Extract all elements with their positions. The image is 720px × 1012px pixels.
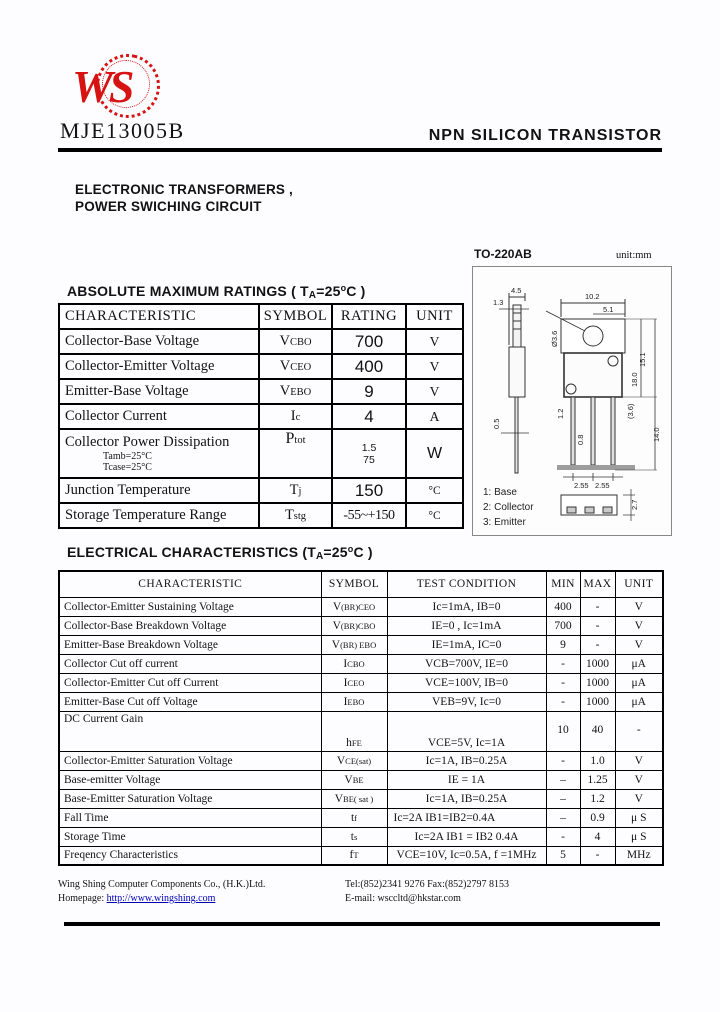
electrical-table — [58, 570, 664, 866]
pin-label-collector: 2: Collector — [483, 502, 534, 513]
cell-characteristic: Junction Temperature — [59, 478, 259, 503]
cell-min: 9 — [546, 635, 580, 654]
cell-unit: V — [615, 597, 663, 616]
cell-test-condition: VEB=9V, Ic=0 — [387, 692, 546, 711]
cell-test-condition: Ic=2A IB1=IB2=0.4A — [387, 808, 546, 827]
part-number: MJE13005B — [60, 118, 185, 143]
cell-characteristic: Storage Temperature Range — [59, 503, 259, 528]
cell-characteristic: Emitter-Base Breakdown Voltage — [59, 635, 321, 654]
cell-unit: V — [406, 329, 463, 354]
cell-symbol: VBE( sat ) — [321, 789, 387, 808]
cell-test-condition: VCB=700V, IE=0 — [387, 654, 546, 673]
cell-max: 40 — [580, 711, 615, 751]
dim-label: 1.2 — [556, 408, 565, 419]
cell-min: - — [546, 751, 580, 770]
cell-symbol: Tj — [259, 478, 332, 503]
column-header-characteristic: CHARACTERISTIC — [59, 571, 321, 597]
abs-max-title: ABSOLUTE MAXIMUM RATINGS ( $TA=25^oC$ ) — [67, 283, 366, 301]
cell-symbol: ts — [321, 827, 387, 846]
cell-min: 10 — [546, 711, 580, 751]
table-row — [59, 329, 463, 354]
pin-label-emitter: 3: Emitter — [483, 517, 526, 528]
column-header-unit: UNIT — [615, 571, 663, 597]
cell-characteristic: DC Current Gain — [59, 711, 321, 751]
cell-characteristic: Emitter-Base Voltage — [59, 379, 259, 404]
table-row — [59, 770, 663, 789]
cell-test-condition: IE=1mA, IC=0 — [387, 635, 546, 654]
table-row — [59, 616, 663, 635]
pin-assignment — [483, 487, 534, 528]
cell-rating: -55~+150 — [332, 503, 406, 528]
cell-unit: MHz — [615, 846, 663, 865]
footer-contact-block — [345, 878, 509, 906]
cell-rating: 700 — [332, 329, 406, 354]
cell-rating: 400 — [332, 354, 406, 379]
cell-characteristic: Collector-Base Breakdown Voltage — [59, 616, 321, 635]
cell-symbol: VCE(sat) — [321, 751, 387, 770]
cell-max: - — [580, 635, 615, 654]
email-label: E-mail: — [345, 893, 375, 904]
power-condition-case: Tcase=25°C — [103, 462, 152, 473]
cell-max: 1.25 — [580, 770, 615, 789]
dim-label: 0.5 — [492, 418, 501, 429]
cell-symbol: V(BR) EBO — [321, 635, 387, 654]
column-header-symbol: SYMBOL — [259, 304, 332, 329]
cell-test-condition: Ic=1mA, IB=0 — [387, 597, 546, 616]
cell-unit: V — [406, 379, 463, 404]
cell-characteristic: Collector Power Dissipation Tamb=25°C Tcase=25°C — [59, 429, 259, 478]
header-rule — [58, 148, 662, 152]
pin-label-base: 1: Base — [483, 487, 517, 498]
application-line-2: POWER SWICHING CIRCUIT — [75, 199, 262, 214]
cell-symbol: hFE — [321, 711, 387, 751]
package-name-label: TO-220AB — [474, 247, 532, 261]
cell-test-condition: VCE=10V, Ic=0.5A, f =1MHz — [387, 846, 546, 865]
to220-drawing — [473, 267, 669, 533]
cell-unit: μ S — [615, 827, 663, 846]
cell-characteristic: Collector-Base Voltage — [59, 329, 259, 354]
device-type-title: NPN SILICON TRANSISTOR — [428, 127, 662, 144]
cell-characteristic: Collector-Emitter Voltage — [59, 354, 259, 379]
table-row — [59, 379, 463, 404]
cell-rating: 150 — [332, 478, 406, 503]
cell-min: 5 — [546, 846, 580, 865]
abs-max-table — [58, 303, 464, 529]
cell-characteristic: Base-emitter Voltage — [59, 770, 321, 789]
package-bottom-view — [561, 489, 635, 521]
cell-max: 1000 — [580, 692, 615, 711]
cell-symbol: ICBO — [321, 654, 387, 673]
cell-symbol: V(BR)CBO — [321, 616, 387, 635]
table-row — [59, 673, 663, 692]
column-header-test-condition: TEST CONDITION — [387, 571, 546, 597]
dim-label: 2.55 — [595, 481, 610, 490]
cell-unit: μA — [615, 673, 663, 692]
cell-min: 700 — [546, 616, 580, 635]
power-condition-amb: Tamb=25°C — [103, 451, 152, 462]
table-row — [59, 404, 463, 429]
cell-characteristic: Collector-Emitter Cut off Current — [59, 673, 321, 692]
cell-unit: °C — [406, 503, 463, 528]
table-row — [59, 808, 663, 827]
cell-unit: V — [615, 635, 663, 654]
cell-rating: 9 — [332, 379, 406, 404]
dim-label: (3.6) — [626, 403, 635, 419]
cell-characteristic: Collector-Emitter Saturation Voltage — [59, 751, 321, 770]
cell-symbol: tf — [321, 808, 387, 827]
table-row — [59, 478, 463, 503]
cell-unit: A — [406, 404, 463, 429]
table-row — [59, 503, 463, 528]
company-name: Wing Shing Computer Components Co., (H.K.)Ltd. — [58, 879, 266, 890]
cell-symbol: V(BR)CEO — [321, 597, 387, 616]
cell-max: - — [580, 616, 615, 635]
table-row — [59, 789, 663, 808]
cell-characteristic: Freqency Characteristics — [59, 846, 321, 865]
cell-max: 1000 — [580, 673, 615, 692]
cell-characteristic: Base-Emitter Saturation Voltage — [59, 789, 321, 808]
cell-unit: V — [615, 770, 663, 789]
logo-text: WS — [72, 61, 131, 112]
column-header-unit: UNIT — [406, 304, 463, 329]
cell-characteristic: Collector Cut off current — [59, 654, 321, 673]
cell-test-condition: VCE=5V, Ic=1A — [387, 711, 546, 751]
cell-symbol: VCEO — [259, 354, 332, 379]
cell-min: – — [546, 789, 580, 808]
cell-max: - — [580, 846, 615, 865]
package-front-view — [546, 299, 657, 481]
ws-logo — [58, 58, 168, 124]
package-side-view — [499, 293, 529, 473]
cell-symbol: Ic — [259, 404, 332, 429]
cell-symbol: Ptot — [259, 429, 332, 478]
column-header-min: MIN — [546, 571, 580, 597]
email-address: wsccltd@hkstar.com — [377, 893, 461, 904]
table-row — [59, 635, 663, 654]
cell-characteristic: Fall Time — [59, 808, 321, 827]
cell-symbol: VBE — [321, 770, 387, 789]
cell-min: – — [546, 770, 580, 789]
table-row — [59, 597, 663, 616]
cell-unit: μA — [615, 654, 663, 673]
application-description — [75, 181, 293, 215]
package-unit-label: unit:mm — [616, 250, 652, 261]
table-row — [59, 846, 663, 865]
cell-rating: 4 — [332, 404, 406, 429]
cell-min: – — [546, 808, 580, 827]
cell-unit: V — [615, 789, 663, 808]
cell-min: - — [546, 692, 580, 711]
dim-label: 15.1 — [638, 352, 647, 367]
cell-unit: V — [615, 616, 663, 635]
cell-symbol: VCBO — [259, 329, 332, 354]
column-header-characteristic: CHARACTERISTIC — [59, 304, 259, 329]
cell-characteristic: Emitter-Base Cut off Voltage — [59, 692, 321, 711]
cell-unit: V — [406, 354, 463, 379]
cell-unit: W — [406, 429, 463, 478]
cell-unit: °C — [406, 478, 463, 503]
cell-characteristic: Storage Time — [59, 827, 321, 846]
table-row-dc-current-gain — [59, 711, 663, 751]
dim-label: 2.55 — [574, 481, 589, 490]
cell-symbol: VEBO — [259, 379, 332, 404]
table-row-power-dissipation — [59, 429, 463, 478]
cell-max: 1.0 — [580, 751, 615, 770]
dim-label: 5.1 — [603, 305, 614, 314]
tel-fax: Tel:(852)2341 9276 Fax:(852)2797 8153 — [345, 879, 510, 890]
cell-test-condition: IE=0 , Ic=1mA — [387, 616, 546, 635]
cell-unit: V — [615, 751, 663, 770]
cell-min: - — [546, 673, 580, 692]
dim-label: 2.7 — [630, 499, 639, 510]
cell-test-condition: Ic=2A IB1 = IB2 0.4A — [387, 827, 546, 846]
cell-test-condition: VCE=100V, IB=0 — [387, 673, 546, 692]
column-header-symbol: SYMBOL — [321, 571, 387, 597]
table-row — [59, 654, 663, 673]
dim-label: 10.2 — [585, 292, 600, 301]
cell-min: 400 — [546, 597, 580, 616]
cell-min: - — [546, 827, 580, 846]
cell-max: 1.2 — [580, 789, 615, 808]
homepage-link[interactable]: http://www.wingshing.com — [106, 893, 216, 904]
column-header-rating: RATING — [332, 304, 406, 329]
table-header-row — [59, 304, 463, 329]
cell-symbol: fT — [321, 846, 387, 865]
cell-max: 0.9 — [580, 808, 615, 827]
cell-symbol: Tstg — [259, 503, 332, 528]
dim-label: Ø3.6 — [550, 330, 559, 347]
table-row — [59, 751, 663, 770]
cell-symbol: ICEO — [321, 673, 387, 692]
footer-company-block — [58, 878, 265, 906]
footer-rule — [64, 922, 660, 926]
cell-test-condition: Ic=1A, IB=0.25A — [387, 751, 546, 770]
cell-max: - — [580, 597, 615, 616]
cell-symbol: IEBO — [321, 692, 387, 711]
dim-label: 18.0 — [630, 372, 639, 387]
cell-max: 1000 — [580, 654, 615, 673]
cell-characteristic: Collector Current — [59, 404, 259, 429]
cell-test-condition: Ic=1A, IB=0.25A — [387, 789, 546, 808]
cell-characteristic: Collector-Emitter Sustaining Voltage — [59, 597, 321, 616]
cell-unit: μ S — [615, 808, 663, 827]
cell-test-condition: IE = 1A — [387, 770, 546, 789]
cell-min: - — [546, 654, 580, 673]
application-line-1: ELECTRONIC TRANSFORMERS , — [75, 182, 294, 197]
dim-label: 14.0 — [652, 427, 661, 442]
table-header-row — [59, 571, 663, 597]
table-row — [59, 692, 663, 711]
table-row — [59, 827, 663, 846]
dim-label: 1.3 — [493, 298, 504, 307]
cell-unit: μA — [615, 692, 663, 711]
package-outline-drawing — [472, 266, 672, 536]
electrical-title: ELECTRICAL CHARACTERISTICS ($TA=25^oC$ ) — [67, 544, 373, 562]
homepage-label: Homepage: — [58, 893, 105, 904]
cell-unit: - — [615, 711, 663, 751]
table-row — [59, 354, 463, 379]
dim-label: 4.5 — [511, 286, 522, 295]
column-header-max: MAX — [580, 571, 615, 597]
cell-rating: 1.5 75 — [332, 429, 406, 478]
dim-label: 0.8 — [576, 434, 585, 445]
cell-max: 4 — [580, 827, 615, 846]
